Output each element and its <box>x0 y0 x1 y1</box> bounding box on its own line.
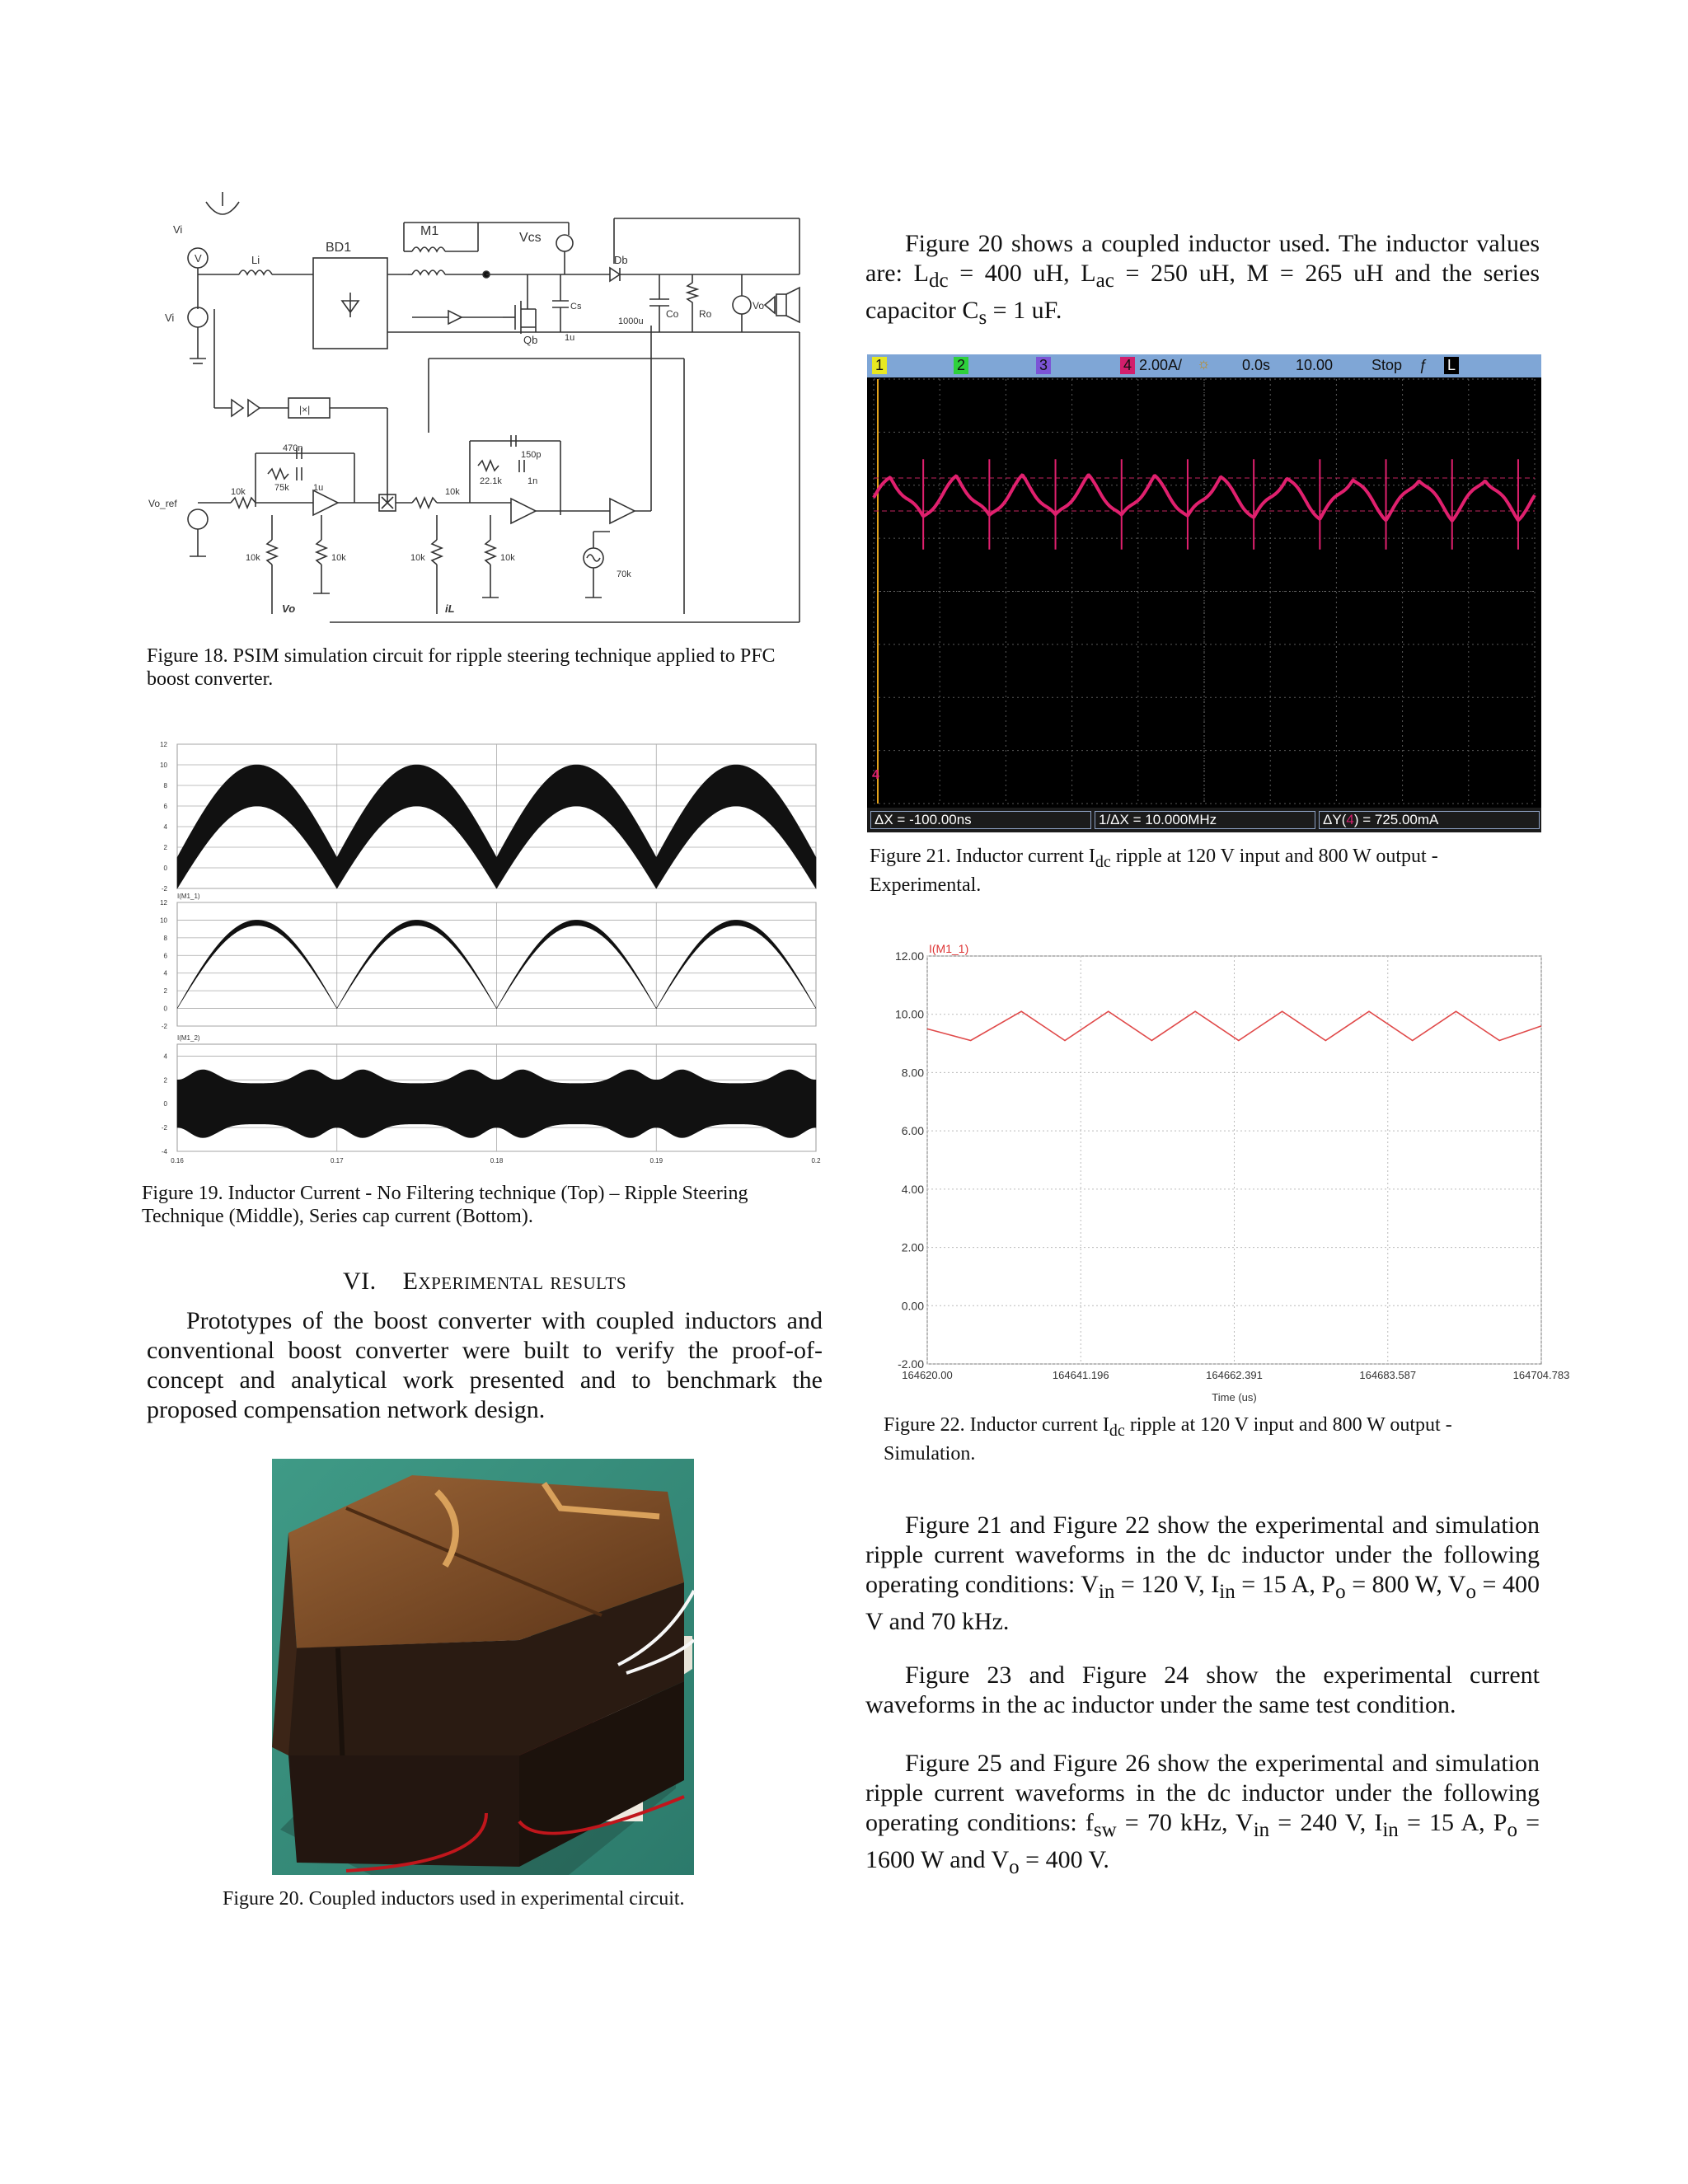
section-number: VI. <box>342 1268 377 1295</box>
fig18-c1u: 1u <box>565 333 575 343</box>
fig18-vcs: Vcs <box>519 231 542 245</box>
y-tick-label: 12 <box>160 899 167 907</box>
fig18-li: Li <box>251 254 260 266</box>
fig21-mode: Stop <box>1372 357 1403 373</box>
x-tick-label: 164704.783 <box>1512 1369 1570 1381</box>
y-tick-label: 4 <box>163 1052 167 1061</box>
y-tick-label: 4 <box>163 969 167 977</box>
fig18-1u: 1u <box>313 483 324 493</box>
y-tick-label: 8 <box>163 782 167 790</box>
y-tick-label: 10.00 <box>894 1007 924 1021</box>
fig18-vo: Vo <box>282 602 296 615</box>
y-tick-label: 6.00 <box>901 1124 924 1138</box>
fig18-70k: 70k <box>617 569 631 579</box>
y-tick-label: 6 <box>163 952 167 960</box>
fig21-scale: 2.00A/ <box>1139 357 1183 373</box>
fig21-scope <box>867 354 1541 832</box>
fig21-ch3: 3 <box>1036 357 1051 374</box>
y-tick-label: 8.00 <box>901 1066 924 1080</box>
fig18-m1: M1 <box>420 224 439 238</box>
y-tick-label: 10 <box>160 916 167 925</box>
y-tick-label: 0 <box>163 1100 167 1108</box>
fig21-trigger-icon: ☼ <box>1197 355 1211 372</box>
fig19-x-axis <box>171 1157 821 1165</box>
left-paragraph: Prototypes of the boost converter with coupled inductors and conventional boost converter were built to verify the proof-of-concept and analytical work presented and to benchmark the proposed compensation network design. <box>147 1307 823 1423</box>
section-heading <box>147 1268 823 1296</box>
y-tick-label: 0 <box>163 865 167 872</box>
fig18-150p: 150p <box>521 450 542 460</box>
fig18-il: iL <box>445 602 455 615</box>
y-tick-label: 2 <box>163 844 167 851</box>
x-tick-label: 164620.00 <box>902 1369 953 1381</box>
fig18-22k: 22.1k <box>480 476 502 486</box>
x-tick-label: 164641.196 <box>1052 1369 1109 1381</box>
fig18-bd1: BD1 <box>326 241 352 255</box>
series-label: I(M1_1) <box>929 942 969 955</box>
y-tick-label: 0.00 <box>901 1299 924 1313</box>
fig18-10k-c: 10k <box>331 553 346 563</box>
fig19-middle-panel <box>160 893 816 1030</box>
fig21-edge-icon: ƒ <box>1419 357 1428 373</box>
fig19-caption: Figure 19. Inductor Current - No Filtering technique (Top) – Ripple Steering Technique (Middle), Series cap current (Bottom). <box>142 1183 748 1227</box>
y-tick-label: -2 <box>161 1124 167 1132</box>
fig18-db: Db <box>614 254 628 266</box>
section-title: Experimental results <box>402 1268 627 1295</box>
y-tick-label: 2 <box>163 987 167 996</box>
fig19-bottom-panel <box>162 1034 816 1155</box>
right-paragraph-3: Figure 23 and Figure 24 show the experimental current waveforms in the ac inductor under the same test condition. <box>865 1661 1540 1718</box>
fig18-vo-ref: Vo_ref <box>148 498 177 509</box>
y-tick-label: 2.00 <box>901 1240 924 1254</box>
y-tick-label: -2 <box>161 1023 167 1030</box>
y-tick-label: 4.00 <box>901 1182 924 1196</box>
x-tick-label: 164662.391 <box>1206 1369 1263 1381</box>
fig18-470n: 470n <box>283 443 303 453</box>
fig21-bottombar <box>867 808 1541 832</box>
fig18-v-meter: V <box>195 252 202 265</box>
fig18-co: Co <box>666 308 679 320</box>
x-tick-label: 164683.587 <box>1359 1369 1417 1381</box>
fig18-ro: Ro <box>699 308 712 320</box>
x-tick-label: 0.17 <box>330 1157 344 1165</box>
fig21-l: L <box>1444 357 1459 374</box>
y-tick-label: -4 <box>161 1148 167 1155</box>
fig20-photo <box>272 1459 694 1875</box>
fig21-idx: 1/ΔX = 10.000MHz <box>1095 811 1315 829</box>
fig18-10k-e: 10k <box>410 553 425 563</box>
fig18-cs: Cs <box>570 302 582 312</box>
fig21-caption: Figure 21. Inductor current $I_{dc}$ ripple at 120 V input and 800 W output - Experimental. <box>870 846 1438 896</box>
y-tick-label: 0 <box>163 1005 167 1013</box>
y-tick-label: 10 <box>160 762 167 769</box>
fig21-topbar <box>867 354 1541 377</box>
fig21-ch4: 4 <box>1120 357 1135 374</box>
right-paragraph-1: Figure 20 shows a coupled inductor used. The inductor values are: $L_{dc} = 400$ uH, $L_{ac} = 250$ uH, M = 265 uH and the series capacitor $C_s = 1$ uF. <box>865 230 1540 329</box>
right-paragraph-4: Figure 25 and Figure 26 show the experimental and simulation ripple current waveforms in the dc inductor under the following operating conditions: $f_{sw} = 70$ kHz, $V_{in} = 240$ V, $I_{in} = 15$ A, $P_o = 1600$ W and $V_o = 400$ V. <box>865 1750 1540 1878</box>
y-tick-label: 6 <box>163 803 167 810</box>
fig18-10k-a: 10k <box>231 487 246 497</box>
fig18-circuit <box>148 185 824 630</box>
fig18-10k-f: 10k <box>500 553 515 563</box>
fig18-10k-d: 10k <box>445 487 460 497</box>
fig21-dx: ΔX = -100.00ns <box>870 811 1091 829</box>
fig21-graticule <box>874 379 1535 804</box>
y-tick-label: -2.00 <box>898 1357 924 1371</box>
fig22-plot <box>890 931 1570 1409</box>
fig21-ch2: 2 <box>954 357 968 374</box>
x-tick-label: 0.16 <box>171 1157 184 1165</box>
right-paragraph-2: Figure 21 and Figure 22 show the experimental and simulation ripple current waveforms in the dc inductor under the following operating conditions: $V_{in} = 120$ V, $I_{in} = 15$ A, $P_o = 800$ W, $V_o = 400$ V and 70 kHz. <box>865 1511 1540 1635</box>
channel-4-marker: 4 <box>872 768 879 782</box>
fig18-caption: Figure 18. PSIM simulation circuit for ripple steering technique applied to PFC boost converter. <box>147 645 776 690</box>
y-tick-label: 8 <box>163 934 167 942</box>
fig21-tdiv: 10.00 <box>1296 357 1334 373</box>
fig20-caption: Figure 20. Coupled inductors used in experimental circuit. <box>223 1888 685 1910</box>
fig18-1n: 1n <box>528 476 538 486</box>
y-tick-label: -2 <box>161 885 167 893</box>
x-axis-title: Time (us) <box>1212 1391 1257 1404</box>
fig19-plots <box>144 738 828 1170</box>
fig18-vi-left: Vi <box>165 312 175 324</box>
fig18-abs: |×| <box>299 404 311 415</box>
fig21-time: 0.0s <box>1242 357 1271 373</box>
fig18-vo-meter: Vo <box>753 300 765 312</box>
x-tick-label: 0.18 <box>490 1157 504 1165</box>
y-tick-label: 2 <box>163 1076 167 1085</box>
x-tick-label: 0.2 <box>811 1157 821 1165</box>
panel-label: I(M1_1) <box>177 893 200 900</box>
fig22-caption: Figure 22. Inductor current $I_{dc}$ ripple at 120 V input and 800 W output - Simulation. <box>884 1414 1452 1465</box>
y-tick-label: 12 <box>160 741 167 748</box>
fig19-top-panel <box>160 741 816 893</box>
fig21-dy: ΔY(4) = 725.00mA <box>1319 811 1540 829</box>
fig18-10k-b: 10k <box>246 553 260 563</box>
fig18-75k: 75k <box>274 483 289 493</box>
fig21-ch1: 1 <box>872 357 887 374</box>
panel-label: I(M1_2) <box>177 1034 200 1042</box>
y-tick-label: 12.00 <box>894 949 924 963</box>
x-tick-label: 0.19 <box>649 1157 663 1165</box>
fig18-vi-top: Vi <box>173 223 183 236</box>
y-tick-label: 4 <box>163 823 167 831</box>
fig18-qb: Qb <box>523 334 538 346</box>
fig18-c1000u: 1000u <box>618 316 644 326</box>
